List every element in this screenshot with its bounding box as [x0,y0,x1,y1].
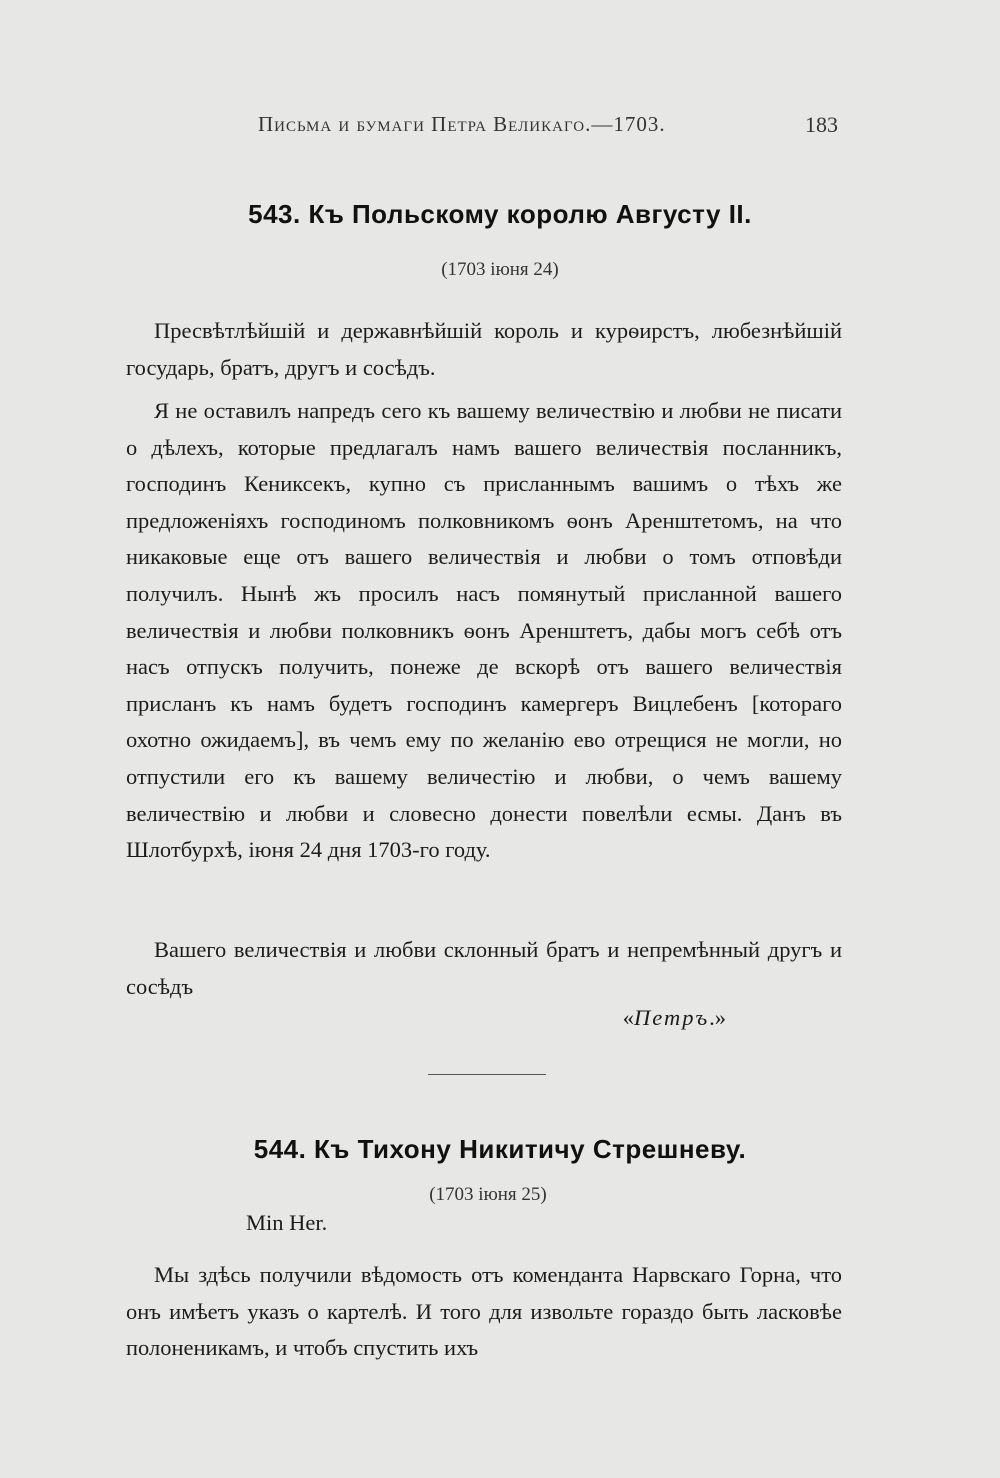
running-title: Письма и бумаги Петра Великаго.—1703. [258,112,666,136]
letter-543-address: Пресвѣтлѣйшій и державнѣйшій король и курѳирстъ, любезнѣйшій государь, братъ, другъ и сосѣдъ. [126,318,842,380]
page-number: 183 [805,112,838,137]
signature-name: Петръ [634,1005,710,1030]
signature-close: .» [709,1005,726,1030]
letter-543-date: (1703 іюня 24) [441,259,559,280]
letter-543-heading: 543. Къ Польскому королю Августу II. [248,199,752,229]
running-head [258,112,838,146]
letter-544-date: (1703 іюня 25) [429,1184,547,1205]
letter-544-salutation: Min Her. [246,1210,328,1235]
letter-544-body: Мы здѣсь получили вѣдомость отъ коменданта Нарвскаго Горна, что онъ имѣетъ указъ о картелѣ. И того для извольте гораздо быть ласковѣе полоненикамъ, и чтобъ спустить ихъ [126,1262,842,1361]
letter-543-closing: Вашего величествія и любви склонный братъ и непремѣнный другъ и сосѣдъ [126,937,842,999]
letter-543-body: Я не оставилъ напредъ сего къ вашему величествію и любви не писати о дѣлехъ, которые предлагалъ намъ вашего величествія посланникъ, господинъ Кениксекъ, купно съ присланнымъ вашимъ о тѣхъ же предложеніяхъ господиномъ полковникомъ ѳонъ Аренштетомъ, на что никаковые еще отъ вашего величествія и любви о томъ отповѣди получилъ. Нынѣ жъ просилъ насъ помянутый присланной вашего величествія и любви полковникъ ѳонъ Аренштетъ, дабы могъ себѣ отъ насъ отпускъ получить, понеже де вскорѣ отъ вашего величествія присланъ къ намъ будетъ господинъ камергеръ Вицлебенъ [котораго охотно ожидаемъ], въ чемъ ему по желанію ево отрещися не могли, но отпустили его къ вашему величестію и любви, о чемъ вашему величествію и любви и словесно донести повелѣли есмы. Данъ въ Шлотбурхѣ, іюня 24 дня 1703-го году. [126,398,842,863]
signature-open-quote: « [622,1005,634,1030]
letter-543-signature [623,1005,726,1031]
section-divider [428,1074,546,1075]
letter-544-heading: 544. Къ Тихону Никитичу Стрешневу. [253,1134,747,1164]
